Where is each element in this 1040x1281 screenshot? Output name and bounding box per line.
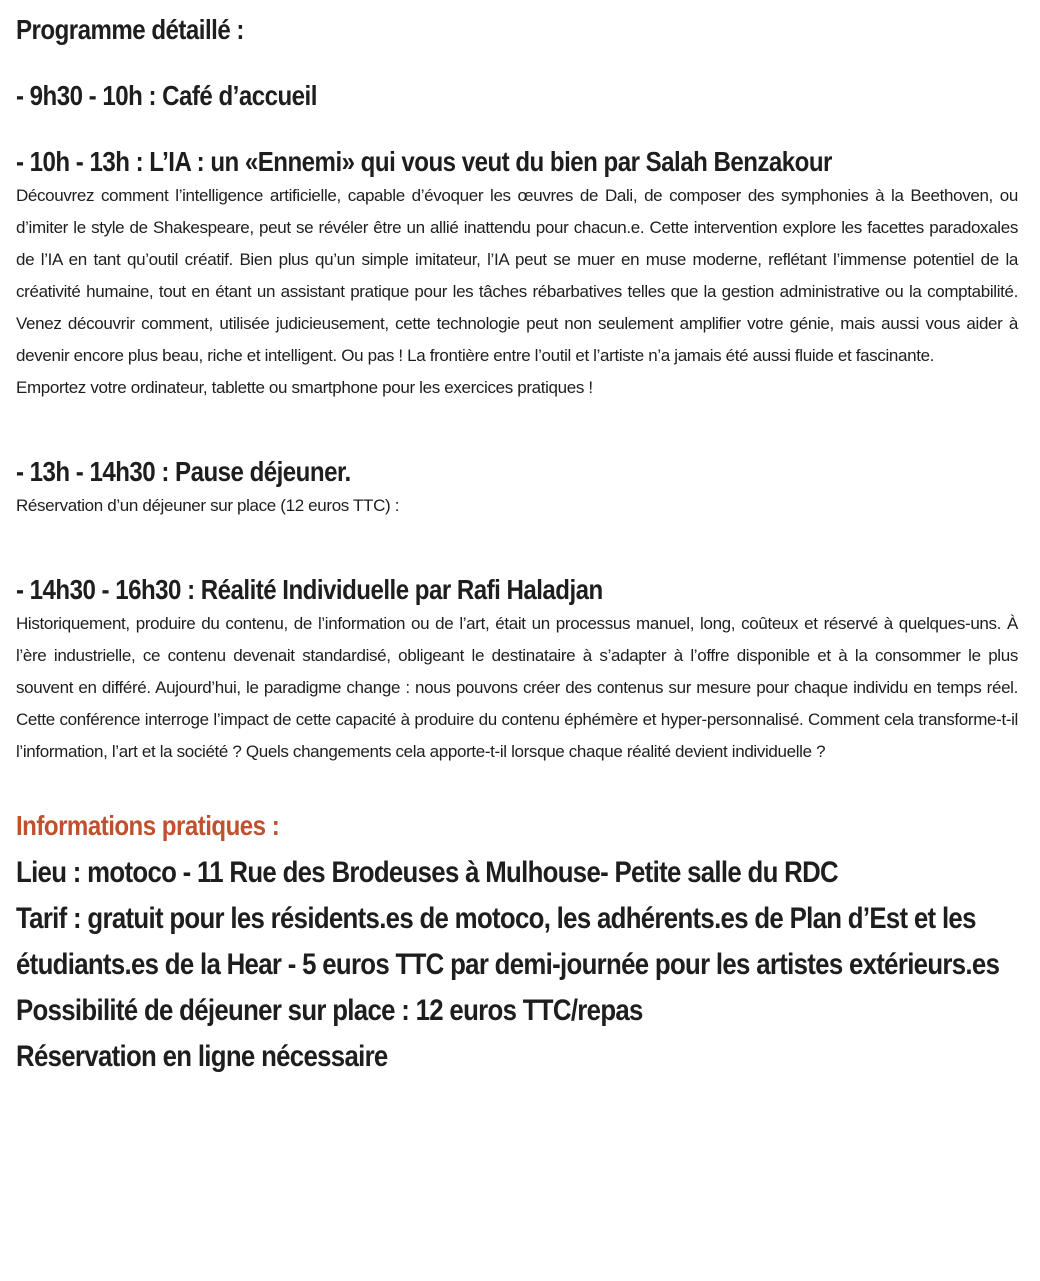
slot-lunch-note: Réservation d’un déjeuner sur place (12 euros TTC) : — [16, 496, 400, 515]
practical-info-heading: Informations pratiques : — [16, 810, 280, 841]
programme-title: Programme détaillé : — [16, 14, 244, 45]
slot-ia-section — [16, 144, 1018, 404]
slot-reality-section — [16, 572, 1018, 768]
slot-reality-description: Historiquement, produire du contenu, de l’information ou de l’art, était un processus manuel, long, coûteux et réservé à quelques-uns. À l’ère industrielle, ce contenu devenait standardisé, obligeant le destinataire à s’adapter à l’offre disponible et à la consommer le plus souvent en différé. Aujourd’hui, le paradigme change : nous pouvons créer des contenus sur mesure pour chaque individu en temps réel. Cette conférence interroge l’impact de cette capacité à produire du contenu éphémère et hyper-personnalisé. Comment cela transforme-t-il l’information, l’art et la société ? Quels changements cela apporte-t-il lorsque chaque réalité devient individuelle ? — [16, 614, 1018, 761]
info-lunch: Possibilité de déjeuner sur place : 12 euros TTC/repas — [16, 994, 643, 1027]
info-location: Lieu : motoco - 11 Rue des Brodeuses à Mulhouse- Petite salle du RDC — [16, 856, 838, 889]
slot-ia-description: Découvrez comment l’intelligence artificielle, capable d’évoquer les œuvres de Dali, de composer des symphonies à la Beethoven, ou d’imiter le style de Shakespeare, peut se révéler être un allié inattendu pour chacun.e. Cette intervention explore les facettes paradoxales de l’IA en tant qu’outil créatif. Bien plus qu’un simple imitateur, l’IA peut se muer en muse moderne, reflétant l’immense potentiel de la créativité humaine, tout en étant un assistant pratique pour les tâches rébarbatives telles que la gestion administrative ou la comptabilité. Venez découvrir comment, utilisée judicieusement, cette technologie peut non seulement amplifier votre génie, mais aussi vous aider à devenir encore plus beau, riche et intelligent. Ou pas ! La frontière entre l’outil et l’artiste n’a jamais été aussi fluide et fascinante. — [16, 186, 1018, 365]
info-reservation: Réservation en ligne nécessaire — [16, 1040, 388, 1073]
slot-reality-heading: - 14h30 - 16h30 : Réalité Individuelle par Rafi Haladjan — [16, 574, 603, 605]
slot-welcome-heading: - 9h30 - 10h : Café d’accueil — [16, 80, 317, 111]
slot-ia-heading: - 10h - 13h : L’IA : un «Ennemi» qui vous veut du bien par Salah Benzakour — [16, 146, 832, 177]
slot-lunch-section — [16, 454, 1018, 522]
slot-lunch-heading: - 13h - 14h30 : Pause déjeuner. — [16, 456, 351, 487]
info-pricing: Tarif : gratuit pour les résidents.es de motoco, les adhérents.es de Plan d’Est et les étudiants.es de la Hear - 5 euros TTC par demi-journée pour les artistes extérieurs.es — [16, 902, 1000, 981]
slot-ia-note: Emportez votre ordinateur, tablette ou smartphone pour les exercices pratiques ! — [16, 378, 593, 397]
programme-document — [16, 0, 1018, 1080]
practical-info-section — [16, 802, 1018, 1080]
